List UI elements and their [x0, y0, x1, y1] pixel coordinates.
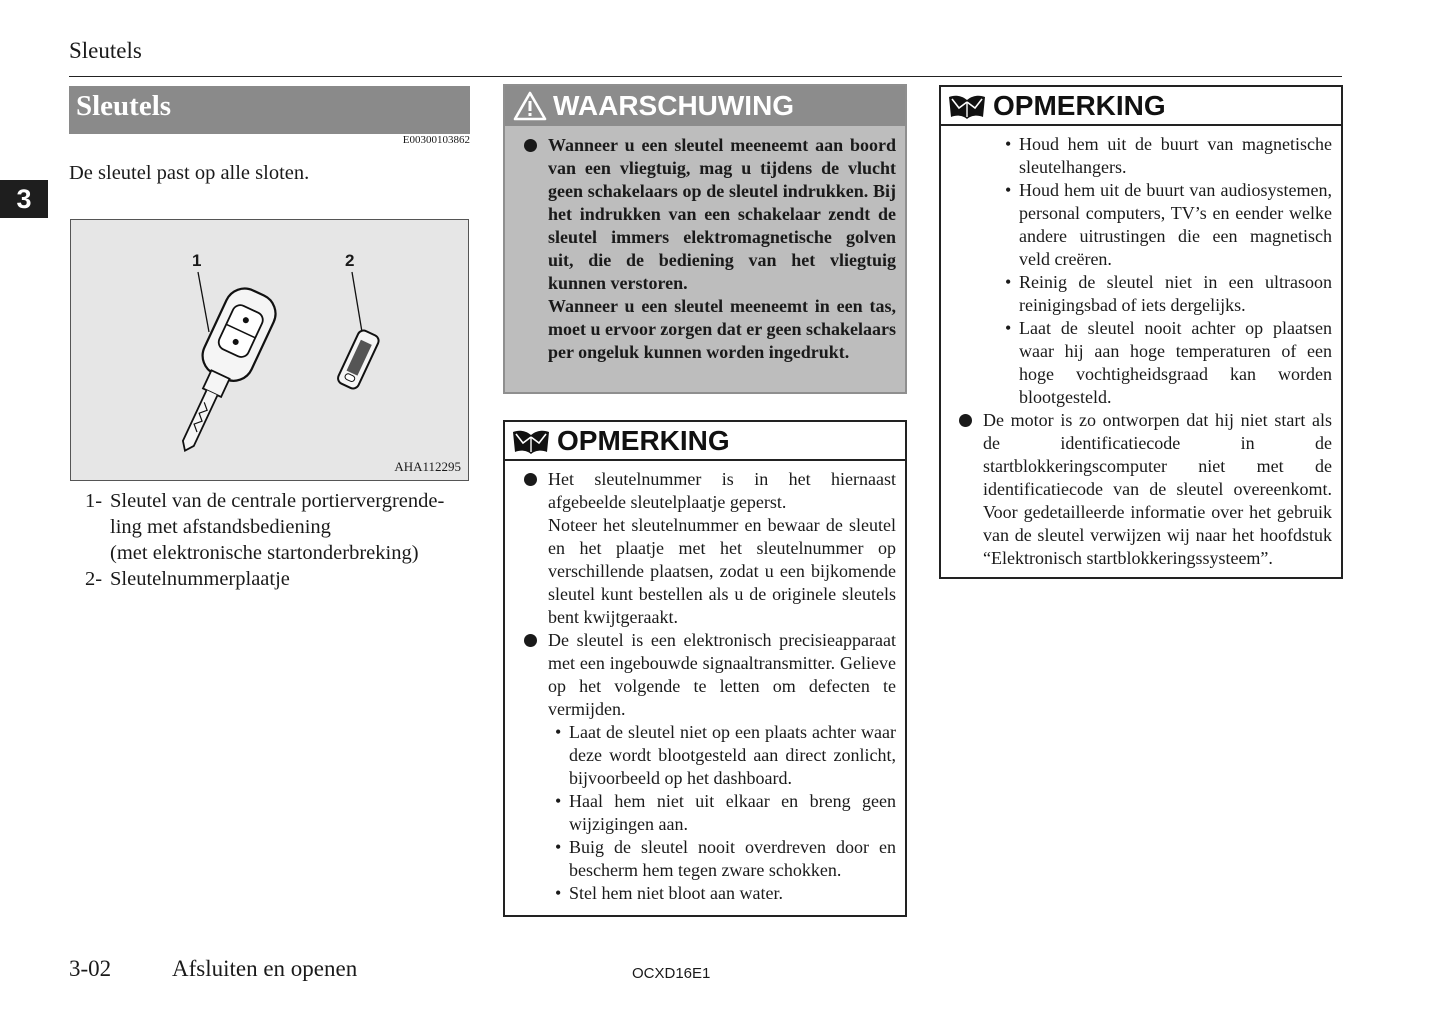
bullet-icon [959, 409, 983, 570]
note-header [941, 87, 1341, 126]
list-item [524, 629, 896, 905]
list-item [524, 468, 896, 629]
sub-list-item: • Stel hem niet bloot aan water. [555, 883, 783, 903]
key-figure [70, 219, 469, 481]
page-number: 3-02 [69, 956, 112, 981]
chapter-tab: 3 [0, 180, 48, 218]
bullet-icon [524, 629, 548, 905]
sub-list-item: • Houd hem uit de buurt van audiosystemen, personal computers, TV’s en eender welke andere uitrustingen die een magnetisch veld creëren. [1005, 180, 1332, 269]
note-body [505, 461, 905, 905]
open-book-icon [511, 427, 551, 455]
running-header: Sleutels [69, 38, 142, 63]
sub-bullet: • [555, 791, 562, 811]
sub-bullet: • [1005, 272, 1012, 292]
warning-box [503, 84, 907, 394]
legend-number: 2- [85, 568, 103, 590]
sub-list-item: • Reinig de sleutel niet in een ultrasoon reinigingsbad of iets dergelijks. [1005, 272, 1332, 315]
sub-bullet: • [1005, 180, 1012, 200]
sub-list [548, 721, 896, 905]
note-title: OPMERKING [993, 89, 1166, 121]
open-book-icon [947, 92, 987, 120]
sub-list-item: • Haal hem niet uit elkaar en breng geen wijzigingen aan. [555, 791, 896, 834]
warning-body [505, 126, 905, 364]
callout-2: 2 [345, 251, 355, 270]
legend-item [85, 566, 480, 592]
key-illustration [71, 220, 470, 482]
note-box [503, 420, 907, 917]
legend-number: 1- [85, 490, 103, 512]
sub-bullet: • [555, 837, 562, 857]
section-code: E00300103862 [402, 134, 470, 146]
note-paragraph: Het sleutelnummer is in het hiernaast afgebeelde sleutelplaatje geperst. [548, 469, 896, 512]
note-box-continued [939, 85, 1343, 579]
sub-bullet: • [555, 722, 562, 742]
list-item [524, 134, 896, 364]
note-paragraph: Noteer het sleutelnummer en bewaar de sleutel en het plaatje met het sleutelnummer op verschillende plaatsen, zodat u een bijkomende sleutel kunt bestellen als u de originele sleutels bent kwijtgeraakt. [548, 515, 896, 627]
intro-text: De sleutel past op alle sloten. [69, 162, 310, 184]
callout-1: 1 [192, 251, 202, 270]
sub-bullet: • [555, 883, 562, 903]
section-title: Sleutels [69, 86, 470, 134]
sub-list [959, 133, 1332, 409]
list-item [959, 409, 1332, 570]
sub-list-item: • Laat de sleutel nooit achter op plaatsen waar hij aan hoge temperaturen of een hoge vochtigheidsgraad kan worden blootgesteld. [1005, 318, 1332, 407]
sub-list-item: • Laat de sleutel niet op een plaats achter waar deze wordt blootgesteld aan direct zonlicht, bijvoorbeeld op het dashboard. [555, 722, 896, 788]
bullet-icon [524, 134, 548, 364]
note-paragraph: De sleutel is een elektronisch precisieapparaat met een ingebouwde signaaltransmitter. Gelieve op het volgende te letten om defecten te vermijden. [548, 630, 896, 719]
note-header [505, 422, 905, 461]
bullet-icon [524, 468, 548, 629]
sub-bullet: • [1005, 134, 1012, 154]
note-body [941, 126, 1341, 570]
warning-triangle-icon [513, 91, 547, 121]
legend-text: Sleutelnummerplaatje [110, 568, 290, 590]
note-title: OPMERKING [557, 424, 730, 456]
sub-list-item: • Houd hem uit de buurt van magnetische sleutelhangers. [1005, 134, 1332, 177]
footer-chapter-title: Afsluiten en openen [172, 956, 358, 981]
legend-text: Sleutel van de centrale portiervergrende- ling met afstandsbediening (met elektronische startonderbreking) [110, 490, 445, 564]
warning-paragraph: Wanneer u een sleutel meeneemt aan boord van een vliegtuig, mag u tijdens de vlucht geen schakelaars op de sleutel indrukken. Bij het indrukken van een schakelaar zendt de sleutel immers elektromagnetische golven uit, die de bediening van het vliegtuig kunnen verstoren. [548, 135, 896, 293]
figure-legend [85, 488, 480, 592]
sub-bullet: • [1005, 318, 1012, 338]
figure-code: AHA112295 [394, 459, 461, 474]
sub-list-item: • Buig de sleutel nooit overdreven door en bescherm hem tegen zware schokken. [555, 837, 896, 880]
note-paragraph: De motor is zo ontworpen dat hij niet start als de identificatiecode in de startblokkeringscomputer niet met de identificatiecode van de sleutel overeenkomt. Voor gedetailleerde informatie over het gebruik van de sleutel verwijzen wij naar het hoofdstuk “Elektronisch startblokkeringssysteem”. [983, 410, 1332, 568]
legend-item [85, 488, 480, 566]
warning-paragraph: Wanneer u een sleutel meeneemt in een tas, moet u ervoor zorgen dat er geen schakelaars per ongeluk kunnen worden ingedrukt. [548, 296, 896, 362]
warning-header [505, 86, 905, 126]
header-rule [69, 76, 1342, 77]
warning-title: WAARSCHUWING [553, 90, 795, 121]
document-code: OCXD16E1 [632, 965, 711, 982]
